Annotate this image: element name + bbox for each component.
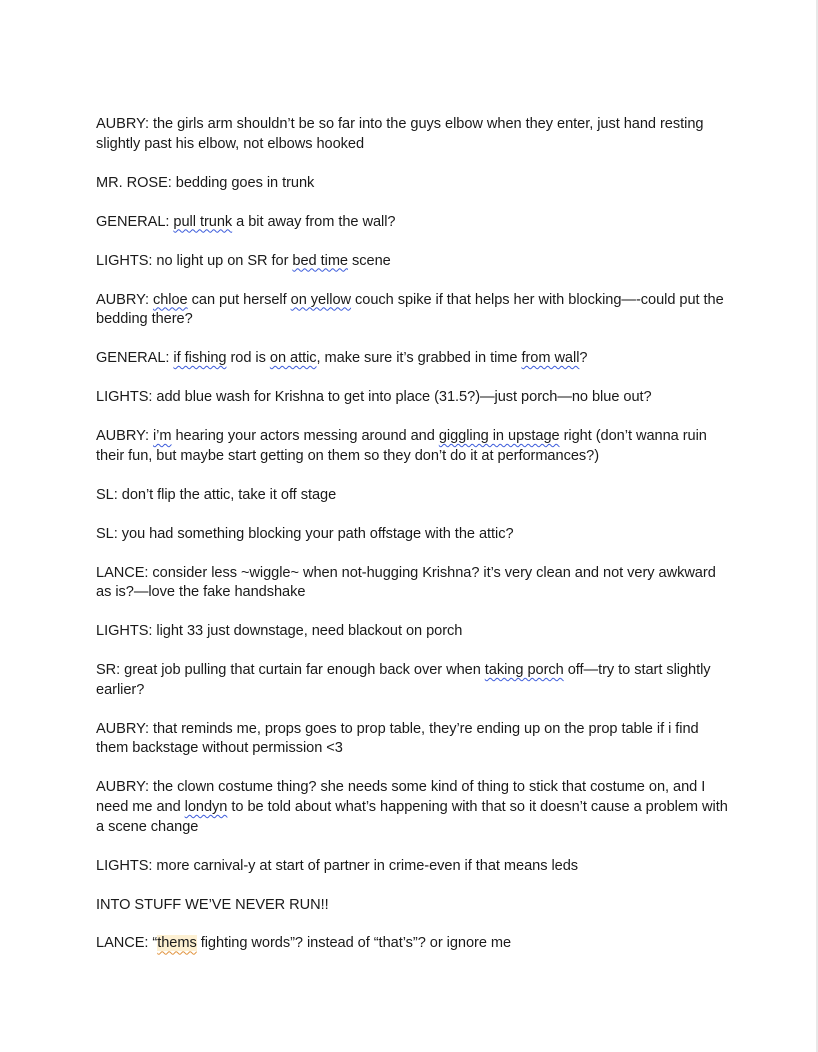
spellcheck-underline: taking porch — [484, 662, 564, 679]
note-text: to be told about what’s happening with that so it doesn’t cause a problem with a scene change — [96, 798, 728, 835]
note-paragraph[interactable] — [96, 525, 728, 545]
note-paragraph[interactable] — [96, 778, 728, 837]
note-text: fighting words”? instead of “that’s”? or ignore me — [196, 935, 512, 952]
spellcheck-underline: i’m — [152, 428, 172, 445]
note-text: LIGHTS: add blue wash for Krishna to get into place (31.5?)—just porch—no blue out? — [96, 389, 652, 406]
note-paragraph[interactable] — [96, 720, 728, 759]
note-text: LIGHTS: no light up on SR for — [96, 252, 293, 269]
note-paragraph[interactable] — [96, 349, 728, 369]
spellcheck-underline: londyn — [184, 798, 228, 815]
note-paragraph[interactable] — [96, 213, 728, 233]
spellcheck-underline: pull trunk — [173, 213, 233, 230]
note-text: GENERAL: — [96, 350, 174, 367]
note-paragraph[interactable] — [96, 896, 728, 916]
spellcheck-underline: from wall — [521, 350, 580, 367]
note-paragraph[interactable] — [96, 661, 728, 700]
note-text: can put herself — [187, 291, 291, 308]
note-paragraph[interactable] — [96, 291, 728, 330]
note-text: SL: you had something blocking your path offstage with the attic? — [96, 525, 514, 542]
note-paragraph[interactable] — [96, 174, 728, 194]
spellcheck-underline: on attic — [269, 350, 317, 367]
note-paragraph[interactable] — [96, 857, 728, 877]
note-text: LANCE: consider less ~wiggle~ when not-hugging Krishna? it’s very clean and not very awkward as is?—love the fake handshake — [96, 564, 716, 601]
note-text: INTO STUFF WE’VE NEVER RUN!! — [96, 896, 329, 913]
note-text: couch spike if that helps her with blocking—-could put the bedding there? — [96, 291, 724, 328]
note-text: AUBRY: the clown costume thing? she needs some kind of thing to stick that costume on, and I need me and — [96, 779, 706, 815]
note-text: AUBRY: — [96, 428, 153, 445]
note-paragraph[interactable] — [96, 934, 728, 954]
note-text: AUBRY: that reminds me, props goes to prop table, they’re ending up on the prop table if i find them backstage without permission <3 — [96, 720, 699, 757]
note-paragraph[interactable] — [96, 252, 728, 272]
spellcheck-underline: chloe — [152, 291, 188, 308]
note-text: AUBRY: the girls arm shouldn’t be so far into the guys elbow when they enter, just hand resting slightly past his elbow, not elbows hooked — [96, 116, 704, 152]
note-text: LANCE: “ — [96, 935, 158, 952]
spellcheck-underline: bed time — [292, 252, 348, 269]
note-text: off—try to start slightly earlier? — [96, 662, 711, 698]
spellcheck-underline: thems — [157, 935, 197, 952]
spellcheck-underline: on yellow — [290, 291, 352, 308]
note-text: , make sure it’s grabbed in time — [316, 350, 522, 367]
note-paragraph[interactable] — [96, 427, 728, 466]
note-text: MR. ROSE: bedding goes in trunk — [96, 174, 315, 191]
spellcheck-underline: if fishing — [173, 350, 227, 367]
note-paragraph[interactable] — [96, 564, 728, 603]
note-text: rod is — [226, 350, 270, 367]
note-text: ? — [579, 350, 588, 367]
note-paragraph[interactable] — [96, 388, 728, 408]
note-text: a bit away from the wall? — [232, 213, 396, 230]
note-text: AUBRY: — [96, 291, 153, 308]
note-paragraph[interactable] — [96, 486, 728, 506]
note-text: scene — [348, 252, 391, 269]
note-text: right (don’t wanna ruin their fun, but maybe start getting on them so they don’t do it at performances?) — [96, 428, 707, 464]
note-text: hearing your actors messing around and — [171, 428, 439, 445]
note-text: SL: don’t flip the attic, take it off stage — [96, 486, 337, 503]
note-text: LIGHTS: more carnival-y at start of partner in crime-even if that means leds — [96, 857, 579, 874]
note-text: LIGHTS: light 33 just downstage, need blackout on porch — [96, 623, 463, 640]
note-paragraph[interactable] — [96, 622, 728, 642]
spellcheck-underline: giggling in upstage — [438, 428, 560, 445]
note-paragraph[interactable] — [96, 115, 728, 154]
note-text: GENERAL: — [96, 213, 174, 230]
notes-list — [96, 115, 728, 973]
note-text: SR: great job pulling that curtain far enough back over when — [96, 662, 485, 679]
